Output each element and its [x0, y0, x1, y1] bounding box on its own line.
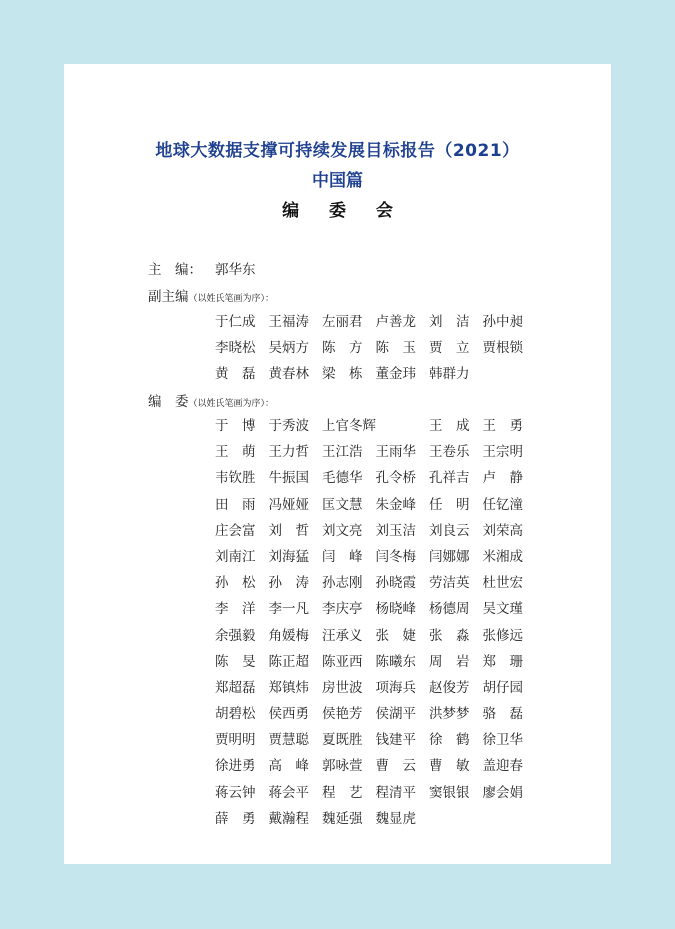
- member-name: 于 博: [215, 418, 256, 434]
- member-name: 于秀波: [268, 418, 309, 434]
- member-name: 韩群力: [429, 366, 470, 383]
- member-name: 胡碧松: [215, 706, 256, 723]
- member-name: 黄 磊: [215, 366, 256, 383]
- member-name: 盖迎春: [482, 758, 523, 775]
- member-name: 陈 旻: [215, 653, 256, 670]
- member-name: 王 勇: [482, 418, 523, 434]
- member-name: 徐进勇: [215, 758, 256, 775]
- chief-editor-name: 郭华东: [215, 262, 256, 278]
- member-name: 刘良云: [429, 522, 470, 539]
- member-name: 廖会娟: [482, 784, 523, 801]
- member-name: 张修远: [482, 627, 523, 644]
- member-name: 王 萌: [215, 444, 256, 461]
- member-name: 米湘成: [482, 548, 523, 565]
- report-title: 地球大数据支撑可持续发展目标报告（2021）: [155, 141, 520, 161]
- member-name: 李 洋: [215, 601, 256, 618]
- member-name: 卢 静: [482, 470, 523, 487]
- member-name: 郑 珊: [482, 653, 523, 670]
- member-name: 洪梦梦: [429, 706, 470, 723]
- member-name: 曹 云: [375, 758, 416, 775]
- member-name: 刘荣高: [482, 522, 523, 539]
- member-name: 闫冬梅: [375, 548, 416, 565]
- member-name: 张 婕: [375, 627, 416, 644]
- deputy-editors-label: [148, 285, 274, 305]
- member-name: 劳洁英: [429, 575, 470, 592]
- member-name: 孔祥吉: [429, 470, 470, 487]
- member-name: 薛 勇: [215, 810, 256, 827]
- member-name: 钱建平: [375, 732, 416, 749]
- report-subtitle: 中国篇: [312, 171, 363, 191]
- committee-heading: 编 委 会: [282, 201, 405, 221]
- member-name: 郑超磊: [215, 679, 256, 696]
- member-name: 王福涛: [268, 314, 309, 330]
- member-name: 田 雨: [215, 496, 256, 513]
- member-name: 梁 栋: [322, 366, 363, 383]
- committee-label-text: 编 委: [148, 394, 189, 410]
- member-name: 李一凡: [268, 601, 309, 618]
- member-name: 汪承义: [322, 627, 363, 644]
- chief-editor-label: 主 编：: [148, 262, 202, 278]
- member-name: 项海兵: [375, 679, 416, 696]
- member-name: 吴炳方: [268, 340, 309, 357]
- member-name: 杜世宏: [482, 575, 523, 592]
- member-name: 侯艳芳: [322, 706, 363, 723]
- member-name: 上官冬辉: [322, 418, 376, 434]
- member-name: 陈正超: [268, 653, 309, 670]
- member-name: 卢善龙: [375, 314, 416, 330]
- member-name: 骆 磊: [482, 706, 523, 723]
- member-name: 王力哲: [268, 444, 309, 461]
- member-name: 王雨华: [375, 444, 416, 461]
- committee-label: [148, 390, 274, 410]
- member-name: 杨晓峰: [375, 601, 416, 618]
- member-name: 贾明明: [215, 732, 256, 749]
- member-name: 高 峰: [268, 758, 309, 775]
- member-name: 王卷乐: [429, 444, 470, 461]
- member-name: 孙志刚: [322, 575, 363, 592]
- member-name: 魏延强: [322, 810, 363, 827]
- member-name: 冯娅娅: [268, 496, 309, 513]
- member-name: 孙晓霞: [375, 575, 416, 592]
- member-name: 余强毅: [215, 627, 256, 644]
- deputy-editors-list: [215, 312, 536, 391]
- member-name: 任钇潼: [482, 496, 523, 513]
- member-name: 周 岩: [429, 653, 470, 670]
- member-name: 陈亚西: [322, 653, 363, 670]
- member-name: 吴文瑾: [482, 601, 523, 618]
- member-name: 程清平: [375, 784, 416, 801]
- member-name: 王宗明: [482, 444, 523, 461]
- member-name: 刘 洁: [429, 314, 470, 330]
- member-name: 牛振国: [268, 470, 309, 487]
- member-name: 孙 涛: [268, 575, 309, 592]
- member-name: 左丽君: [322, 314, 363, 330]
- member-name: 蒋云钟: [215, 784, 256, 801]
- member-name: 闫 峰: [322, 548, 363, 565]
- member-name: 孙 松: [215, 575, 256, 592]
- member-name: 侯西勇: [268, 706, 309, 723]
- member-name: 郑镇炜: [268, 679, 309, 696]
- member-name: 贾根锁: [482, 340, 523, 357]
- member-name: 徐卫华: [482, 732, 523, 749]
- member-name: 匡文慧: [322, 496, 363, 513]
- member-name: 毛德华: [322, 470, 363, 487]
- committee-order-note: （以姓氏笔画为序）：: [188, 399, 275, 409]
- member-name: 房世波: [322, 679, 363, 696]
- deputy-editors-label-text: 副主编: [148, 289, 189, 305]
- member-name: 程 艺: [322, 784, 363, 801]
- member-name: 刘玉洁: [375, 522, 416, 539]
- member-name: 胡仔园: [482, 679, 523, 696]
- member-name: 刘文亮: [322, 522, 363, 539]
- member-name: 闫娜娜: [429, 548, 470, 565]
- member-name: 陈曦东: [375, 653, 416, 670]
- member-name: 李庆亭: [322, 601, 363, 618]
- member-name: 戴瀚程: [268, 810, 309, 827]
- member-name: 贾慧聪: [268, 732, 309, 749]
- member-name: 韦钦胜: [215, 470, 256, 487]
- member-name: 夏既胜: [322, 732, 363, 749]
- member-name: 角媛梅: [268, 627, 309, 644]
- member-name: 侯湖平: [375, 706, 416, 723]
- member-name: 刘海猛: [268, 548, 309, 565]
- deputy-editors-order-note: （以姓氏笔画为序）：: [188, 294, 275, 304]
- member-name: 窦银银: [429, 784, 470, 801]
- member-name: 曹 敏: [429, 758, 470, 775]
- member-name: 陈 玉: [375, 340, 416, 357]
- member-name: 郭咏萱: [322, 758, 363, 775]
- member-name: 朱金峰: [375, 496, 416, 513]
- member-name: 王江浩: [322, 444, 363, 461]
- member-name: 庄会富: [215, 522, 256, 539]
- member-name: 孔令桥: [375, 470, 416, 487]
- member-name: 任 明: [429, 496, 470, 513]
- member-name: 刘 哲: [268, 522, 309, 539]
- member-name: 陈 方: [322, 340, 363, 357]
- member-name: 董金玮: [375, 366, 416, 383]
- committee-list: [215, 416, 536, 835]
- member-name: [376, 416, 430, 442]
- member-name: 李晓松: [215, 340, 256, 357]
- member-name: 徐 鹤: [429, 732, 470, 749]
- member-name: 蒋会平: [268, 784, 309, 801]
- member-name: 王 成: [429, 418, 470, 434]
- member-name: 杨德周: [429, 601, 470, 618]
- member-name: 赵俊芳: [429, 679, 470, 696]
- member-name: 贾 立: [429, 340, 470, 357]
- member-name: 黄春林: [268, 366, 309, 383]
- member-name: 魏显虎: [375, 810, 416, 827]
- document-page: [64, 64, 611, 864]
- member-name: 于仁成: [215, 314, 256, 330]
- member-name: 刘南江: [215, 548, 256, 565]
- member-name: 张 淼: [429, 627, 470, 644]
- member-name: 孙中昶: [482, 314, 523, 330]
